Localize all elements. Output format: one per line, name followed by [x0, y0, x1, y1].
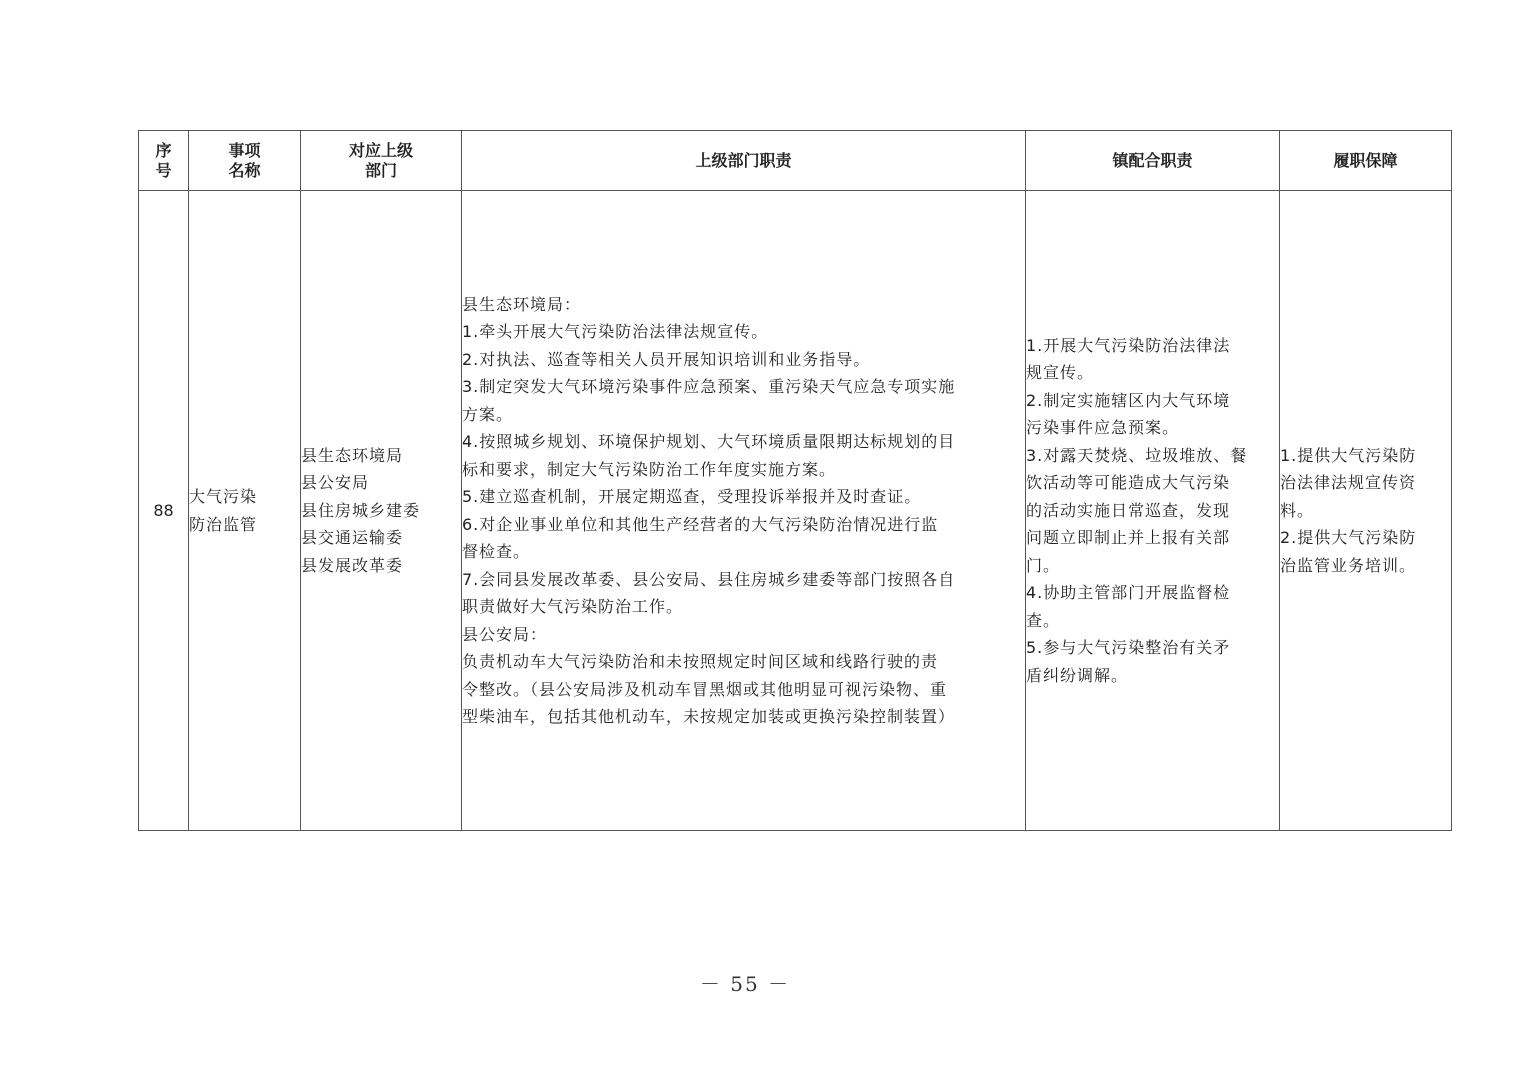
header-row [139, 131, 1452, 191]
table-row [139, 191, 1452, 831]
header-town-duties: 镇配合职责 [1026, 131, 1280, 191]
row-number: 88 [139, 191, 189, 831]
header-guarantee: 履职保障 [1280, 131, 1452, 191]
duty-table [138, 130, 1452, 831]
header-name: 事项 名称 [189, 131, 301, 191]
header-upper-duties: 上级部门职责 [462, 131, 1026, 191]
header-num: 序 号 [139, 131, 189, 191]
header-dept: 对应上级 部门 [301, 131, 462, 191]
upper-department-duties: 县生态环境局： 1.牵头开展大气污染防治法律法规宣传。 2.对执法、巡查等相关人员开展知识培训和业务指导。 3.制定突发大气环境污染事件应急预案、重污染天气应急专项实施 方案。 4.按照城乡规划、环境保护规划、大气环境质量限期达标规划的目 标和要求，制定大气污染防治工作年度实施方案。 5.建立巡查机制，开展定期巡查，受理投诉举报并及时查证。 6.对企业事业单位和其他生产经营者的大气污染防治情况进行监 督检查。 7.会同县发展改革委、县公安局、县住房城乡建委等部门按照各自 职责做好大气污染防治工作。 县公安局： 负责机动车大气污染防治和未按照规定时间区域和线路行驶的责 令整改。（县公安局涉及机动车冒黑烟或其他明显可视污染物、重 型柴油车，包括其他机动车，未按规定加装或更换污染控制装置） [462, 191, 1026, 831]
corresponding-departments: 县生态环境局 县公安局 县住房城乡建委 县交通运输委 县发展改革委 [301, 191, 462, 831]
duty-guarantee: 1.提供大气污染防 治法律法规宣传资 料。 2.提供大气污染防 治监管业务培训。 [1280, 191, 1452, 831]
page-number: － 55 － [699, 972, 791, 996]
item-name: 大气污染 防治监管 [189, 191, 301, 831]
town-cooperation-duties: 1.开展大气污染防治法律法 规宣传。 2.制定实施辖区内大气环境 污染事件应急预案。 3.对露天焚烧、垃圾堆放、餐 饮活动等可能造成大气污染 的活动实施日常巡查，发现 问题立即制止并上报有关部 门。 4.协助主管部门开展监督检 查。 5.参与大气污染整治有关矛 盾纠纷调解。 [1026, 191, 1280, 831]
